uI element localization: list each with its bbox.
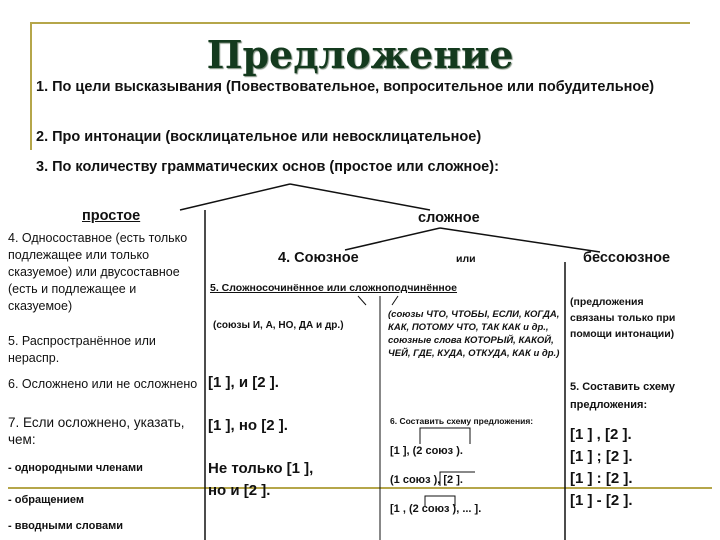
simple-item-complicated: 6. Осложнено или не осложнено bbox=[8, 377, 198, 391]
simple-item-extended: 5. Распространённое или нераспр. bbox=[8, 334, 156, 365]
simple-item-complication: 7. Если осложнено, указать, чем: bbox=[8, 415, 185, 447]
compound-scheme-but: [1 ], но [2 ]. bbox=[208, 417, 288, 434]
nonunion-description: (предложения связаны только при помощи интонации) bbox=[570, 296, 676, 340]
compound-scheme-and: [1 ], и [2 ]. bbox=[208, 374, 279, 391]
subordinate-scheme-1: [1 ], (2 союз ). bbox=[390, 445, 463, 457]
simple-list-intro-words: - вводными словами bbox=[8, 520, 123, 532]
subordinate-scheme-label: 6. Составить схему предложения: bbox=[390, 416, 534, 426]
arrow-to-simple bbox=[180, 184, 290, 210]
subordinate-scheme-2: (1 союз ), [2 ]. bbox=[390, 474, 463, 486]
or-label: или bbox=[456, 253, 476, 265]
simple-item-composition: 4. Односоставное (есть только подлежащее или только сказуемое) или двусоставное (есть и подлежащее и сказуемое) bbox=[8, 231, 188, 313]
tick-compound bbox=[358, 296, 366, 305]
nonunion-scheme-semicolon: [1 ] ; [2 ]. bbox=[570, 448, 633, 465]
compound-scheme-butalso: но и [2 ]. bbox=[208, 482, 271, 499]
simple-list-address: - обращением bbox=[8, 494, 84, 506]
nonunion-scheme-label: 5. Составить схему предложения: bbox=[570, 381, 675, 411]
arrow-to-complex bbox=[290, 184, 430, 210]
subordinate-scheme-3: [1 , (2 союз ), ... ]. bbox=[390, 503, 482, 515]
subordinate-conjunctions: (союзы ЧТО, ЧТОБЫ, ЕСЛИ, КОГДА, КАК, ПОТОМУ ЧТО, ТАК КАК и др., союзные слова КОТОРЫЙ, КАКОЙ, ЧЕЙ, ГДЕ, КУДА, ОТКУДА, КАК и др.) bbox=[388, 309, 560, 359]
tick-subordinate bbox=[392, 296, 398, 305]
scheme-arrow-1 bbox=[420, 428, 470, 444]
nonunion-scheme-comma: [1 ] , [2 ]. bbox=[570, 426, 632, 443]
compound-conjunctions: (союзы И, А, НО, ДА и др.) bbox=[213, 320, 344, 331]
criterion-bases: 3. По количеству грамматических основ (простое или сложное): bbox=[36, 159, 499, 175]
union-header: 4. Союзное bbox=[278, 250, 359, 266]
compound-label: 5. Сложносочинённое или сложноподчинённое bbox=[210, 282, 458, 294]
criterion-intonation: 2. Про интонации (восклицательное или невосклицательное) bbox=[36, 129, 482, 145]
compound-scheme-notonly: Не только [1 ], bbox=[208, 460, 314, 477]
criterion-purpose: 1. По цели высказывания (Повествовательное, вопросительное или побудительное) bbox=[36, 79, 655, 95]
arrow-to-union bbox=[345, 228, 440, 250]
page-title: Предложение bbox=[206, 32, 514, 77]
arrow-to-nonunion bbox=[440, 228, 600, 252]
simple-header: простое bbox=[82, 208, 141, 224]
nonunion-scheme-dash: [1 ] - [2 ]. bbox=[570, 492, 633, 509]
complex-header: сложное bbox=[418, 210, 480, 226]
simple-list-homogeneous: - однородными членами bbox=[8, 462, 143, 474]
nonunion-header: бессоюзное bbox=[583, 250, 671, 266]
nonunion-scheme-colon: [1 ] : [2 ]. bbox=[570, 470, 633, 487]
